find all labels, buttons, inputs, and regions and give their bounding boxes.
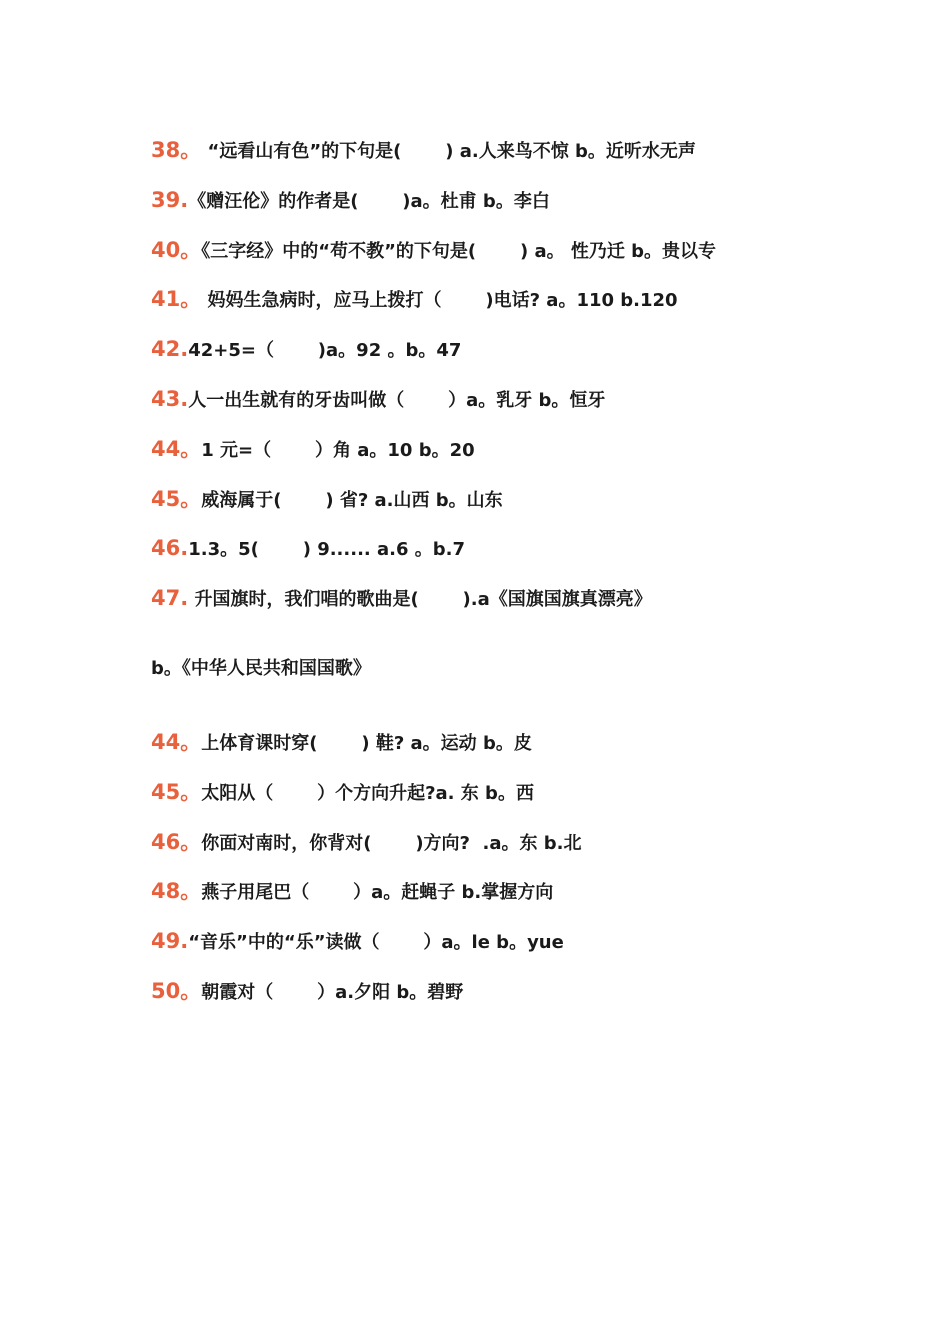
question-number: 43. (151, 387, 189, 411)
question-text: 人一出生就有的牙齿叫做（ ）a。乳牙 b。恒牙 (188, 390, 606, 411)
question-50 (151, 976, 463, 1006)
question-number: 45。 (151, 780, 202, 804)
question-text: 《三字经》中的“苟不教”的下句是( ) a。 性乃迁 b。贵以专 (201, 241, 717, 262)
question-47 (151, 583, 652, 613)
question-text: 1 元=（ ）角 a。10 b。20 (201, 440, 475, 461)
question-text: 威海属于( ) 省? a.山西 b。山东 (201, 490, 503, 511)
question-40 (151, 235, 716, 265)
question-number: 38。 (151, 138, 202, 162)
question-number: 48。 (151, 879, 202, 903)
question-text: 1.3。5( ) 9...... a.6 。b.7 (188, 539, 466, 560)
question-45 (151, 484, 503, 514)
question-number: 39. (151, 188, 189, 212)
question-text: 升国旗时，我们唱的歌曲是( ).a《国旗国旗真漂亮》 (188, 589, 652, 610)
question-46-second (151, 827, 582, 857)
question-text: “音乐”中的“乐”读做（ ）a。le b。yue (188, 932, 564, 953)
question-49 (151, 926, 564, 956)
question-text: 《赠汪伦》的作者是( )a。杜甫 b。李白 (188, 191, 550, 212)
question-number: 45。 (151, 487, 202, 511)
question-number: 50。 (151, 979, 202, 1003)
question-44 (151, 434, 475, 464)
question-44-second (151, 727, 532, 757)
question-text: 太阳从（ ）个方向升起?a. 东 b。西 (201, 783, 534, 804)
question-number: 44。 (151, 437, 202, 461)
question-41 (151, 284, 678, 314)
question-42 (151, 334, 461, 364)
question-text: 妈妈生急病时，应马上拨打（ )电话? a。110 b.120 (201, 290, 678, 311)
question-45-second (151, 777, 534, 807)
question-number: 46. (151, 536, 189, 560)
question-text: “远看山有色”的下句是( ) a.人来鸟不惊 b。近听水无声 (201, 141, 696, 162)
question-number: 49. (151, 929, 189, 953)
question-text: 朝霞对（ ）a.夕阳 b。碧野 (201, 982, 464, 1003)
question-number: 47. (151, 586, 189, 610)
question-39 (151, 185, 550, 215)
question-46 (151, 533, 465, 563)
question-48 (151, 876, 553, 906)
question-text: 燕子用尾巴（ ）a。赶蝇子 b.掌握方向 (201, 882, 554, 903)
question-number: 46。 (151, 830, 202, 854)
question-text: 你面对南时，你背对( )方向? .a。东 b.北 (201, 833, 582, 854)
question-text: 42+5=（ )a。92 。b。47 (188, 340, 462, 361)
question-text: 上体育课时穿( ) 鞋? a。运动 b。皮 (201, 733, 532, 754)
question-number: 40。 (151, 238, 202, 262)
question-43 (151, 384, 605, 414)
question-number: 41。 (151, 287, 202, 311)
question-number: 42. (151, 337, 189, 361)
question-47-continuation: b。《中华人民共和国国歌》 (151, 658, 371, 679)
question-number: 44。 (151, 730, 202, 754)
question-38 (151, 135, 696, 165)
